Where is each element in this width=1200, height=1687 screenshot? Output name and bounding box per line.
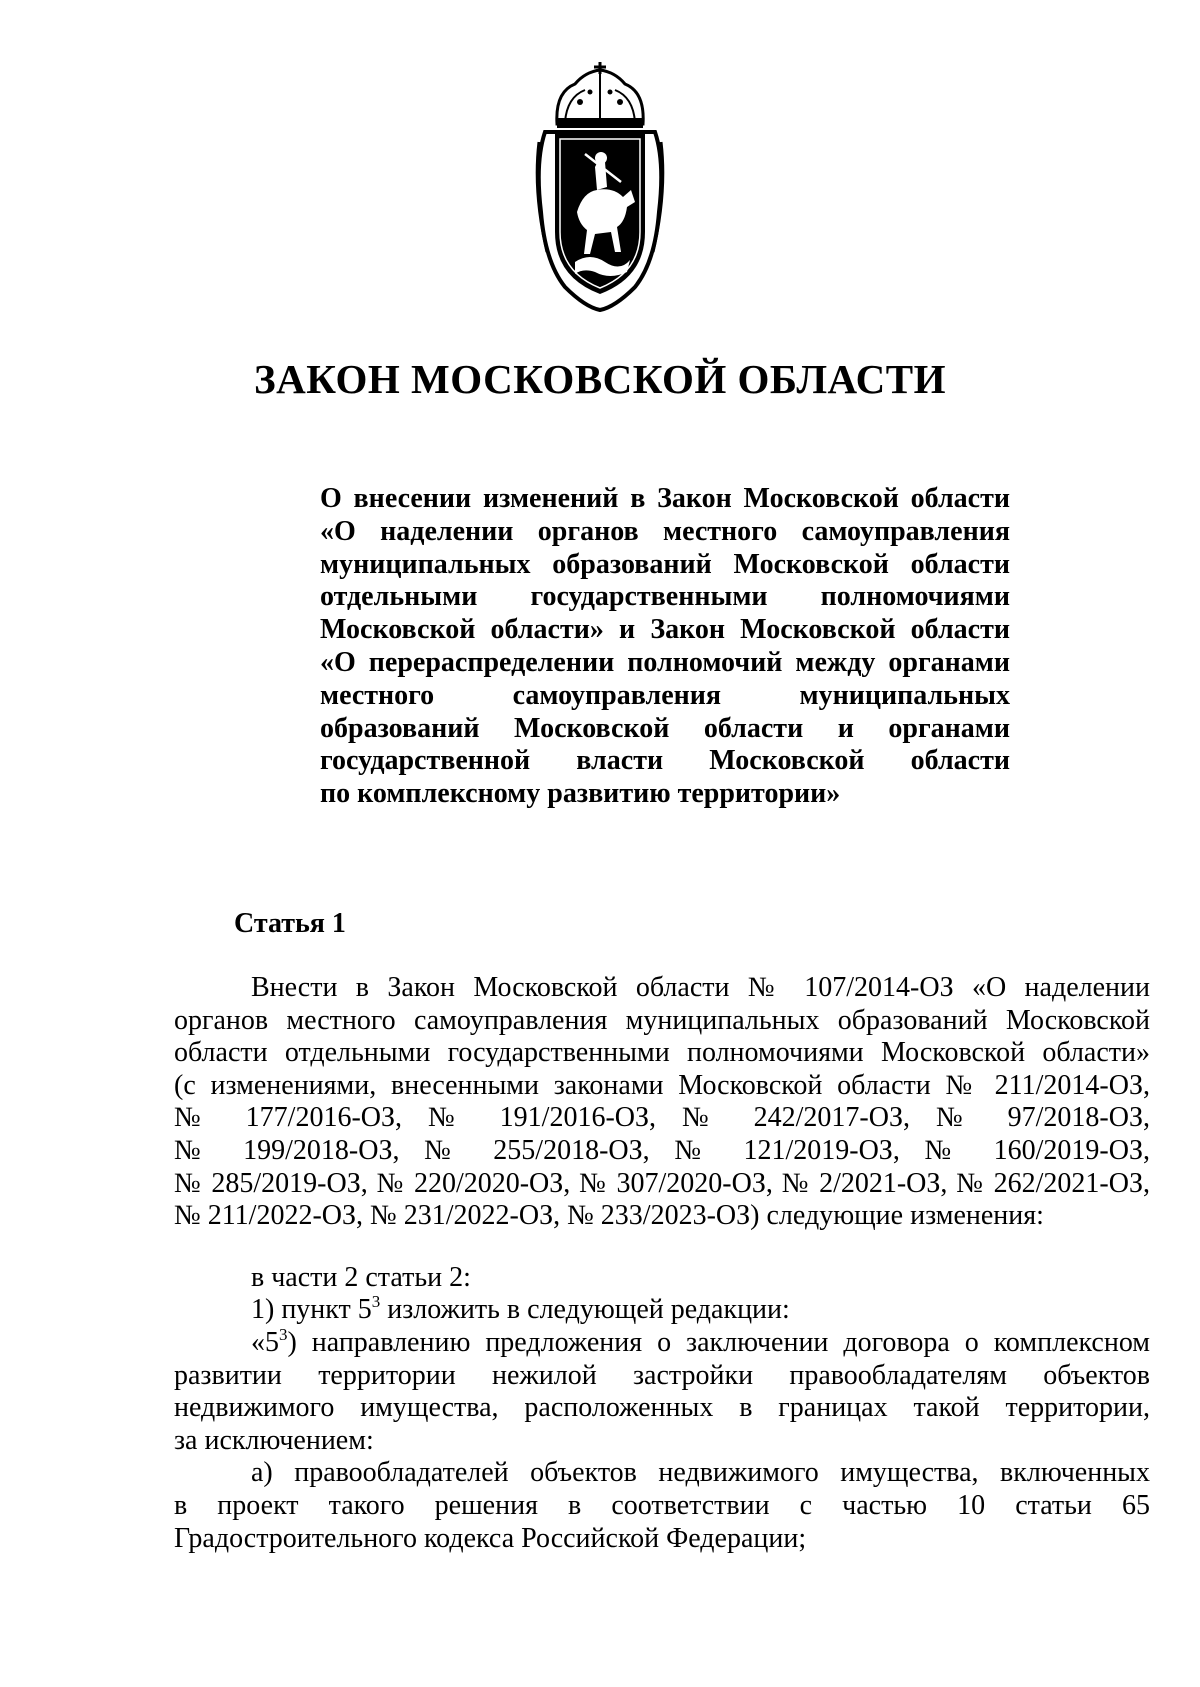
quoted-item-first-line: «$5^3$) направлению предложения о заключении договора о комплексном: [251, 1324, 1150, 1358]
sub-item-a: а) правообладателей объектов недвижимого имущества, включенных: [251, 1457, 1150, 1489]
moscow-oblast-coat-of-arms-icon: [535, 62, 665, 312]
document-title: ЗАКОН МОСКОВСКОЙ ОБЛАСТИ: [254, 356, 946, 402]
body-line: области отдельными государственными полномочиями Московской области»: [174, 1037, 1150, 1069]
body-line: за исключением:: [174, 1424, 374, 1456]
body-line: № 177/2016-ОЗ, № 191/2016-ОЗ, № 242/2017-ОЗ, № 97/2018-ОЗ,: [174, 1102, 1150, 1134]
body-line: развитии территории нежилой застройки правообладателям объектов: [174, 1359, 1150, 1391]
subject-line: образований Московской области и органами: [320, 712, 1010, 744]
subject-line: Московской области» и Закон Московской области: [320, 614, 1010, 646]
subject-line: муниципальных образований Московской области: [320, 548, 1010, 580]
body-line: недвижимого имущества, расположенных в границах такой территории,: [174, 1392, 1150, 1424]
subject-line: по комплексному развитию территории»: [320, 778, 841, 810]
body-line: № 285/2019-ОЗ, № 220/2020-ОЗ, № 307/2020-ОЗ, № 2/2021-ОЗ, № 262/2021-ОЗ,: [174, 1167, 1150, 1199]
subject-line: государственной власти Московской области: [320, 745, 1010, 777]
body-line: органов местного самоуправления муниципальных образований Московской: [174, 1004, 1150, 1036]
body-line: № 199/2018-ОЗ, № 255/2018-ОЗ, № 121/2019-ОЗ, № 160/2019-ОЗ,: [174, 1134, 1150, 1166]
body-line: № 211/2022-ОЗ, № 231/2022-ОЗ, № 233/2023-ОЗ) следующие изменения:: [174, 1200, 1044, 1232]
body-line: в проект такого решения в соответствии с частью 10 статьи 65: [174, 1489, 1150, 1521]
subject-line: местного самоуправления муниципальных: [320, 679, 1010, 711]
subject-line: «О наделении органов местного самоуправления: [320, 515, 1010, 547]
law-subject-heading: [320, 483, 1010, 811]
body-line: (с изменениями, внесенными законами Московской области № 211/2014-ОЗ,: [174, 1069, 1150, 1101]
body-line: Внести в Закон Московской области № 107/2014-ОЗ «О наделении: [251, 972, 1150, 1003]
body-line: Градостроительного кодекса Российской Федерации;: [174, 1522, 807, 1554]
item-1: 1) пункт $5^3$ изложить в следующей редакции:: [251, 1292, 790, 1326]
subject-line: «О перераспределении полномочий между органами: [320, 646, 1010, 678]
article-body: [174, 972, 1150, 1555]
subject-line: отдельными государственными полномочиями: [320, 581, 1010, 613]
article-heading: Статья 1: [234, 908, 346, 939]
part-reference: в части 2 статьи 2:: [251, 1261, 471, 1293]
subject-line: О внесении изменений в Закон Московской области: [320, 483, 1010, 514]
